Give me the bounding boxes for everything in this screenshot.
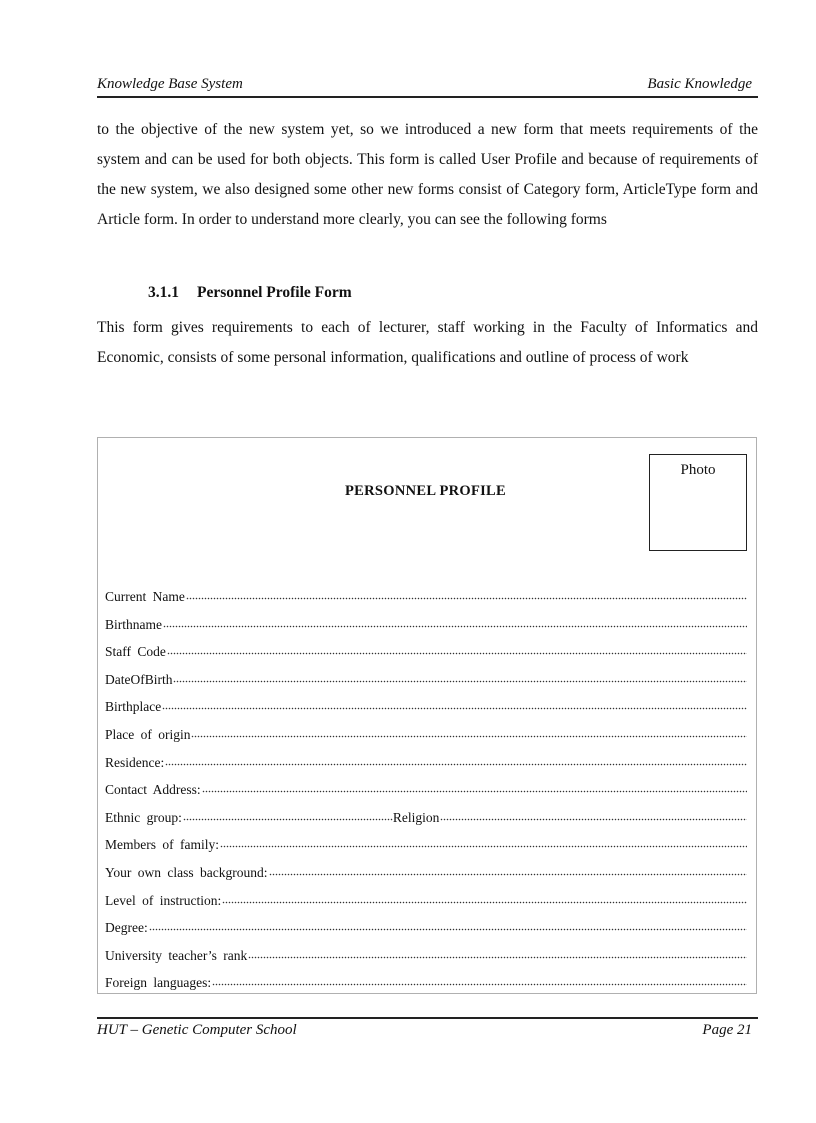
page-header	[97, 76, 758, 98]
section-heading	[148, 284, 352, 302]
fill-line	[222, 883, 747, 905]
field-label: Ethnic group:	[105, 809, 182, 825]
header-chapter-title: Basic Knowledge	[647, 76, 752, 92]
field-label: Current Name	[105, 589, 185, 604]
field-label: University teacher’s rank	[105, 947, 248, 963]
fill-line	[162, 689, 747, 711]
field-university-teacher-rank	[105, 938, 747, 966]
photo-placeholder	[649, 454, 747, 551]
fill-line	[248, 938, 747, 960]
field-birthplace	[105, 689, 747, 717]
field-staff-code	[105, 634, 747, 662]
fill-line	[183, 800, 393, 822]
fill-line	[163, 607, 747, 629]
field-birthname	[105, 607, 747, 635]
field-foreign-languages	[105, 965, 747, 993]
form-title: PERSONNEL PROFILE	[344, 483, 506, 499]
page-number: Page 21	[702, 1022, 752, 1038]
fill-line	[186, 579, 747, 601]
section-title: Personnel Profile Form	[197, 284, 352, 301]
section-number: 3.1.1	[148, 284, 179, 301]
field-label: DateOfBirth	[105, 671, 173, 687]
field-label: Birthname	[105, 616, 162, 632]
field-members-of-family	[105, 827, 747, 855]
footer-school-name: HUT – Genetic Computer School	[97, 1022, 297, 1038]
field-class-background	[105, 855, 747, 883]
intro-paragraph: to the objective of the new system yet, so we introduced a new form that meets requirements of the system and can be used for both objects. This form is called User Profile and because of requirements of the new system, we also designed some other new forms consist of Category form, ArticleType form and Article form. In order to understand more clearly, you can see the following forms	[97, 121, 758, 228]
field-degree	[105, 910, 747, 938]
fill-line	[149, 910, 747, 932]
fill-line	[173, 662, 747, 684]
field-place-of-origin	[105, 717, 747, 745]
section-paragraph: This form gives requirements to each of lecturer, staff working in the Faculty of Informatics and Economic, consists of some personal information, qualifications and outline of process of work	[97, 319, 758, 366]
fill-line	[269, 855, 748, 877]
fill-line	[167, 634, 747, 656]
field-label: Residence:	[105, 754, 165, 770]
field-label: Members of family:	[105, 837, 219, 853]
header-document-title: Knowledge Base System	[97, 76, 243, 92]
field-label-religion: Religion	[392, 809, 440, 825]
field-contact-address	[105, 772, 747, 800]
field-label: Your own class background:	[105, 864, 268, 880]
fill-line	[191, 717, 747, 739]
field-label: Degree:	[105, 920, 148, 936]
photo-label: Photo	[680, 462, 716, 478]
field-label: Level of instruction:	[105, 892, 222, 908]
field-residence	[105, 745, 747, 773]
field-label: Place of origin	[105, 726, 191, 742]
personnel-profile-form	[97, 437, 757, 994]
form-fields	[105, 579, 747, 993]
field-level-of-instruction	[105, 883, 747, 911]
field-label: Staff Code	[105, 644, 166, 660]
fill-line	[202, 772, 747, 794]
field-ethnic-group-religion	[105, 800, 747, 828]
field-current-name	[105, 579, 747, 607]
page-footer	[97, 1017, 758, 1042]
field-label: Contact Address:	[105, 782, 201, 798]
fill-line	[220, 827, 747, 849]
field-label: Foreign languages:	[105, 975, 212, 991]
fill-line	[165, 745, 747, 767]
field-label: Birthplace	[105, 699, 162, 715]
fill-line	[440, 800, 747, 822]
fill-line	[212, 965, 747, 987]
field-date-of-birth	[105, 662, 747, 690]
